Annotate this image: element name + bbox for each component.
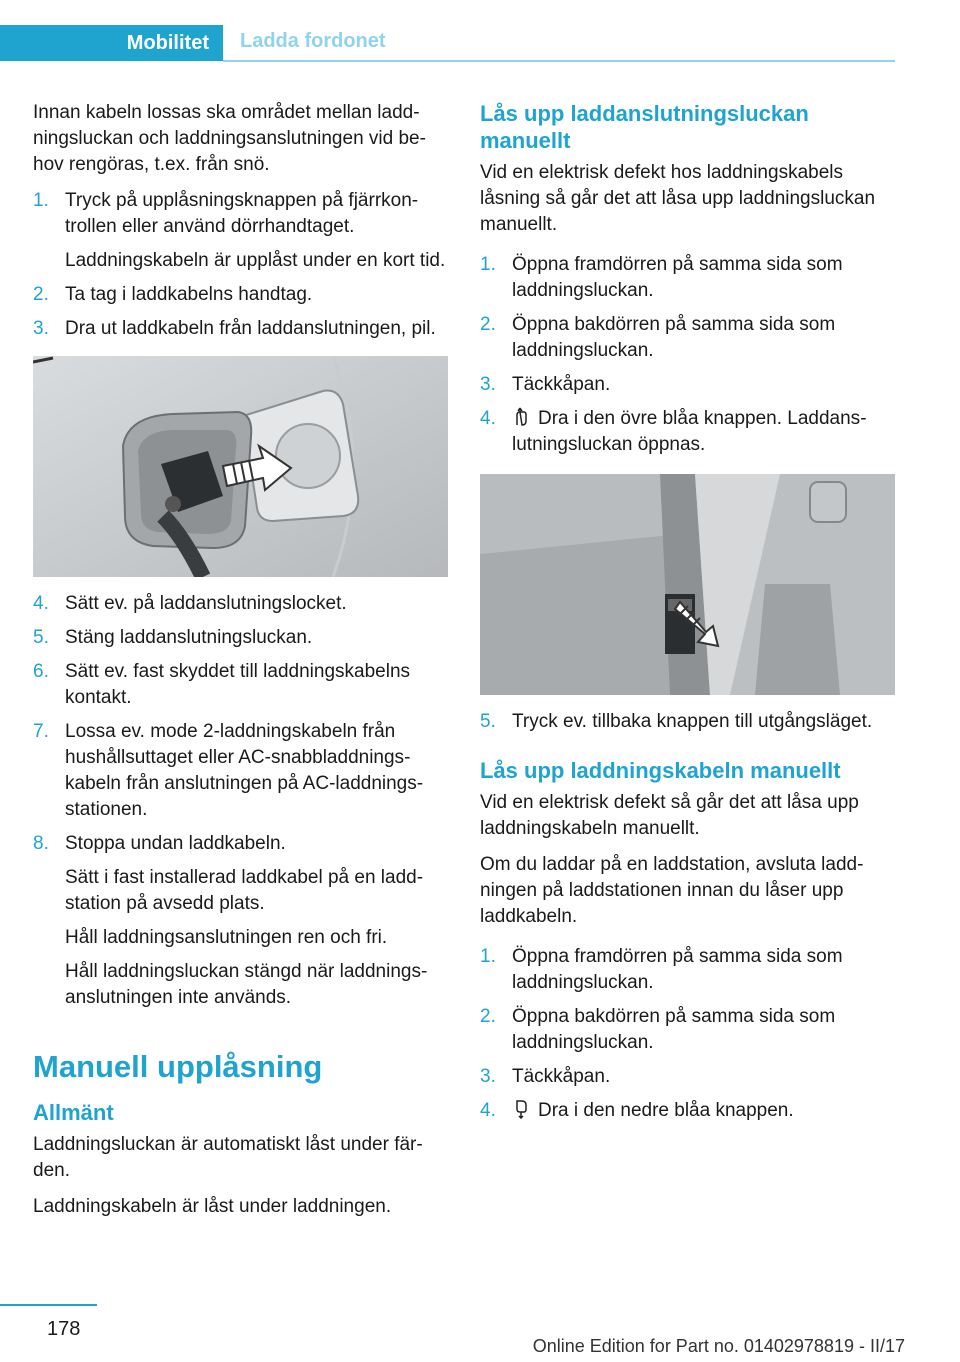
footer-rule [0,1304,97,1306]
general-paragraph-2: Laddningskabeln är låst under laddningen. [33,1196,392,1217]
list-item: 1. Tryck på upplåsningsknappen på fjärrkontrollen eller använd dörrhandtaget. Laddningskabeln är upplåst under en kort tid. [33,190,446,271]
header-rule [223,60,895,62]
list-item: 4. Sätt ev. på laddanslutningslocket. [33,593,347,614]
charging-port-figure [33,356,448,577]
list-item: 2. Öppna bakdörren på samma sida som laddningsluckan. [480,314,836,361]
cable-unlock-paragraph-2: Om du laddar på en laddstation, avsluta laddningen på laddstationen innan du låser upp laddkabeln. [480,854,864,927]
steps-list-b [33,591,448,1011]
list-item: 3. Täckkåpan. [480,374,611,395]
header-tab-ladda-fordonet: Ladda fordonet [240,30,386,52]
list-item: 2. Ta tag i laddkabelns handtag. [33,284,313,305]
list-item: 8. Stoppa undan laddkabeln. Sätt i fast installerad laddkabel på en laddstation på avsedd plats. Håll laddningsanslutningen ren och fri. Håll laddningsluckan stängd när laddningsanslutningen inte används. [33,833,428,1008]
steps-list-a [33,188,448,342]
general-title: Allmänt [33,1100,114,1125]
edition-text: Online Edition for Part no. 01402978819 - II/17 [532,1336,905,1356]
list-item: 6. Sätt ev. fast skyddet till laddningskabelns kontakt. [33,661,411,708]
flap-unlock-title: Lås upp laddanslutningsluckan manuellt [480,101,809,153]
section-title: Manuell upplåsning [33,1049,323,1084]
left-column [33,100,448,1230]
cable-unlock-title: Lås upp laddningskabeln manuellt [480,758,841,783]
cable-unlock-paragraph-1: Vid en elektrisk defekt så går det att låsa upp laddningskabeln manuellt. [480,792,859,839]
list-item: 1. Öppna framdörren på samma sida som laddningsluckan. [480,946,843,993]
door-button-figure [480,474,895,695]
pull-down-icon [512,1099,530,1119]
list-item: 3. Täckkåpan. [480,1066,611,1087]
list-item: 4. Dra i den övre blåa knappen. Laddanslutningsluckan öppnas. [480,408,867,455]
list-item: 5. Tryck ev. tillbaka knappen till utgångsläget. [480,711,873,732]
flap-step5-list [480,709,895,735]
list-item: 3. Dra ut laddkabeln från laddanslutningen, pil. [33,318,436,339]
list-item: 4. Dra i den nedre blåa knappen. [480,1100,794,1121]
pull-up-icon [512,407,530,427]
header-tab-mobilitet: Mobilitet [0,25,223,61]
list-item: 2. Öppna bakdörren på samma sida som laddningsluckan. [480,1006,836,1053]
list-item: 1. Öppna framdörren på samma sida som laddningsluckan. [480,254,843,301]
list-item: 7. Lossa ev. mode 2-laddningskabeln från hushållsuttaget eller AC-snabbladdningskabeln från anslutningen på AC-laddningsstationen. [33,721,424,820]
intro-paragraph: Innan kabeln lossas ska området mellan laddningsluckan och laddningsanslutningen vid behov rengöras, t.ex. från snö. [33,102,426,175]
right-column [480,100,895,1134]
list-item: 5. Stäng laddanslutningsluckan. [33,627,313,648]
flap-unlock-paragraph: Vid en elektrisk defekt hos laddningskabels låsning så går det att låsa upp laddningsluckan manuellt. [480,162,876,235]
page-number: 178 [47,1318,81,1340]
flap-steps-list [480,252,895,458]
cable-steps-list [480,944,895,1124]
general-paragraph-1: Laddningsluckan är automatiskt låst under färden. [33,1134,423,1181]
